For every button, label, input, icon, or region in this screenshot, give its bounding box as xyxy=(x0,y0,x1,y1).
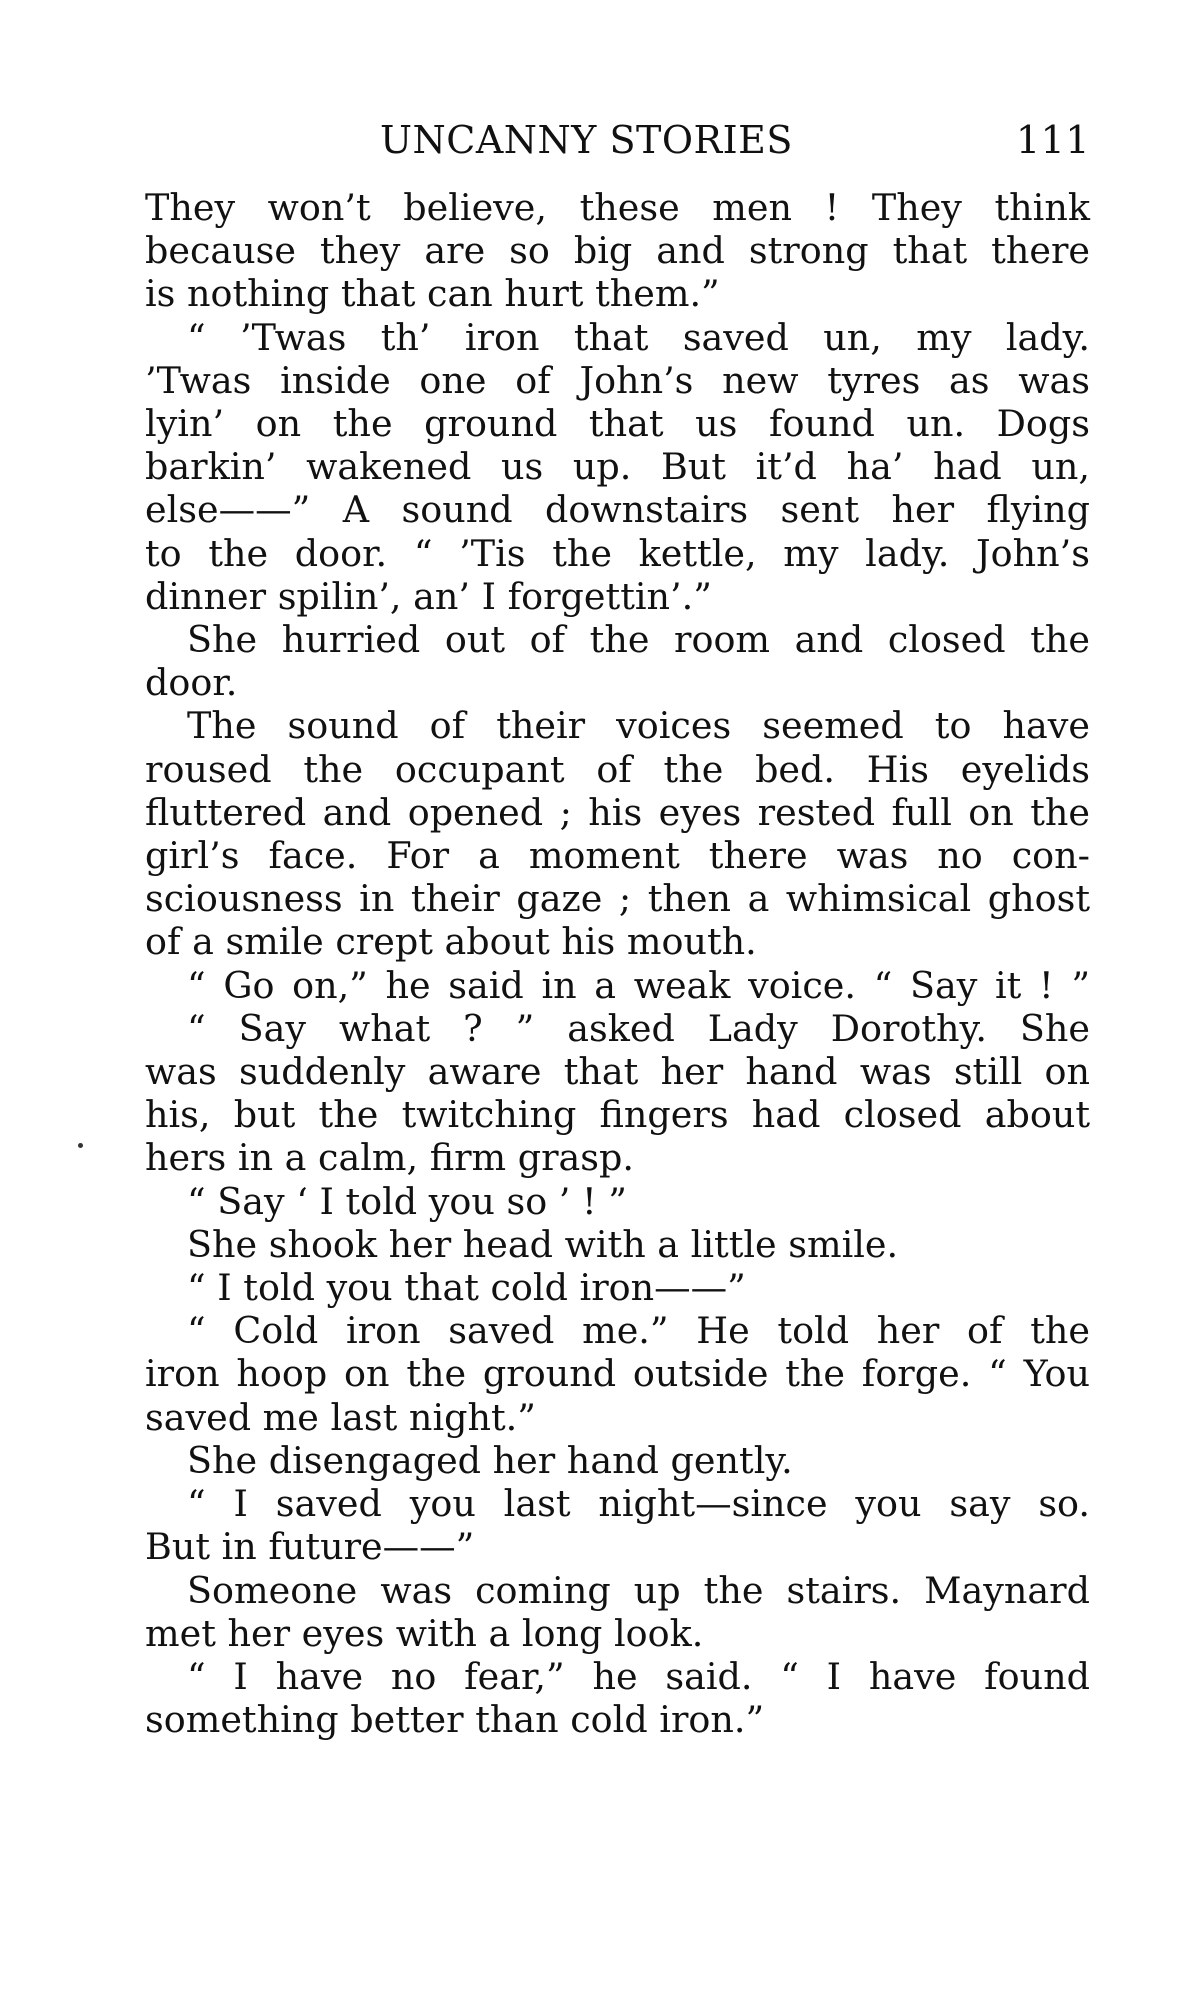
text-line: “ Go on,” he said in a weak voice. “ Say it ! ” xyxy=(187,963,1090,1007)
text-line: because they are so big and strong that there xyxy=(145,229,1090,273)
text-line: door. xyxy=(145,661,238,705)
text-line: dinner spilin’, an’ I forgettin’.” xyxy=(145,574,712,618)
text-line: “ ’Twas th’ iron that saved un, my lady. xyxy=(187,315,1090,359)
text-line: “ Say ‘ I told you so ’ ! ” xyxy=(187,1179,627,1223)
text-line: of a smile crept about his mouth. xyxy=(145,920,757,964)
book-page xyxy=(145,118,1090,1741)
text-line: “ Say what ? ” asked Lady Dorothy. She xyxy=(187,1006,1090,1050)
text-line: met her eyes with a long look. xyxy=(145,1611,704,1655)
text-line: But in future——” xyxy=(145,1525,475,1569)
running-head xyxy=(145,118,1090,174)
text-line: “ I have no fear,” he said. “ I have found xyxy=(187,1654,1090,1698)
text-line: was suddenly aware that her hand was still on xyxy=(145,1050,1090,1094)
text-line: “ I told you that cold iron——” xyxy=(187,1266,746,1310)
text-line: girl’s face. For a moment there was no con- xyxy=(145,834,1090,878)
text-line: Someone was coming up the stairs. Maynard xyxy=(187,1568,1090,1612)
text-line: lyin’ on the ground that us found un. Dogs xyxy=(145,402,1090,446)
text-line: roused the occupant of the bed. His eyelids xyxy=(145,747,1090,791)
text-line: else——” A sound downstairs sent her flying xyxy=(145,488,1090,532)
text-line: his, but the twitching fingers had closed about xyxy=(145,1093,1090,1137)
text-line: hers in a calm, firm grasp. xyxy=(145,1136,635,1180)
text-line: fluttered and opened ; his eyes rested full on the xyxy=(145,790,1090,834)
text-line: sciousness in their gaze ; then a whimsical ghost xyxy=(145,877,1090,921)
running-title: UNCANNY STORIES xyxy=(380,118,793,162)
text-line: She disengaged her hand gently. xyxy=(187,1438,793,1482)
text-line: ’Twas inside one of John’s new tyres as was xyxy=(145,358,1090,402)
text-line: barkin’ wakened us up. But it’d ha’ had un, xyxy=(145,445,1090,489)
body-text xyxy=(145,186,1090,1741)
text-line: She shook her head with a little smile. xyxy=(187,1222,899,1266)
text-line: to the door. “ ’Tis the kettle, my lady. John’s xyxy=(145,531,1090,575)
text-line: “ Cold iron saved me.” He told her of the xyxy=(187,1309,1090,1353)
text-line: iron hoop on the ground outside the forge. “ You xyxy=(145,1352,1090,1396)
text-line: They won’t believe, these men ! They think xyxy=(145,186,1090,229)
print-speck xyxy=(78,1143,83,1148)
text-line: The sound of their voices seemed to have xyxy=(187,704,1090,748)
text-line: She hurried out of the room and closed the xyxy=(187,618,1090,662)
text-line: saved me last night.” xyxy=(145,1395,536,1439)
text-line: “ I saved you last night—since you say so. xyxy=(187,1482,1090,1526)
page-number: 111 xyxy=(1015,118,1090,162)
text-line: something better than cold iron.” xyxy=(145,1698,765,1742)
text-line: is nothing that can hurt them.” xyxy=(145,272,720,316)
